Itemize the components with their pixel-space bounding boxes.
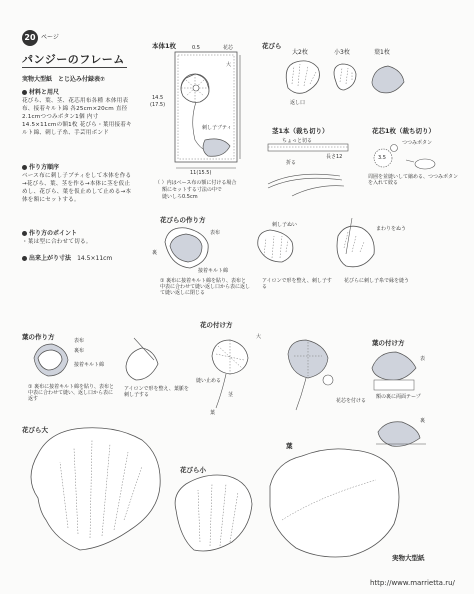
main-note-1: （ ）内はベース布の額に付ける場合 <box>155 180 237 186</box>
petal-method-step3: 花びらに刺し子糸で縁を縫う <box>344 278 410 284</box>
full-size-leaf-label: 葉 <box>286 442 293 450</box>
flower-attach-label-5: 花芯を付ける <box>336 398 367 404</box>
flower-attach-label-2: 茎 <box>228 392 234 398</box>
leaf-method-label-1: 表布 <box>74 338 85 344</box>
finished-heading: 出来上がり寸法 14.5×11cm <box>22 253 112 262</box>
page-suffix: ページ <box>41 34 59 41</box>
leaf-attach-heading: 葉の付け方 <box>372 339 405 347</box>
dim-height2: (17.5) <box>150 102 166 108</box>
petal-small-icon <box>334 64 356 90</box>
petal-small-label: 小3枚 <box>334 49 350 56</box>
main-flower-icon <box>181 74 209 102</box>
center-dim: 3.5 <box>378 155 386 161</box>
leaf-method-step: ① 裏布に接着キルト綿を貼り、表布と中表に合わせて縫い、返し口から表に返す <box>28 384 115 402</box>
materials-body: 花びら、葉、茎、花芯用布各種 本体用表布、接着キルト綿 各25cm×20cm 直径2.1cmつつみボタン1個 内寸14.5×11cmの額1枚 花びら・葉用接着キルト綿、刺し子糸、手芸用ボンド <box>22 98 132 136</box>
stem-cut: ちょっと切る <box>282 138 313 144</box>
petal-method-step1: ① 裏布に接着キルト綿を貼り、表布と中表に合わせて縫い返し口から表に返して縫い返しに閉じる <box>160 278 251 296</box>
petal-method-diagrams <box>165 218 374 268</box>
petal-method-heading: 花びらの作り方 <box>160 216 206 224</box>
stem-dim: 長さ12 <box>326 154 343 160</box>
leaf-method-step2: アイロンで形を整え、葉脈を刺し子する <box>124 386 189 398</box>
dim-width: 11(15.5) <box>190 170 212 176</box>
leaf-attach-label-1: 表 <box>420 356 426 362</box>
stem-label: 茎1本（裁ち切り） <box>272 127 329 135</box>
center-button: つつみボタン <box>402 140 433 146</box>
flower-attach-label-1: 大 <box>256 334 262 340</box>
materials-heading: 材料と用尺 <box>22 87 59 96</box>
flower-attach-label-4: 縫い止める <box>196 378 222 384</box>
leaf-attach-label-2: 裏 <box>420 418 426 424</box>
watermark: http://www.marrietta.ru/ <box>370 579 455 587</box>
flower-attach-diagrams <box>212 340 333 410</box>
center-label: 花芯1枚（裁ち切り） <box>372 127 436 135</box>
stem-diagram <box>268 144 348 196</box>
leaf-attach-label-3: 額の裏に両面テープ <box>376 394 421 400</box>
full-size-petal-small-icon <box>175 475 252 551</box>
lbl-stitch: 刺し子ブティ <box>202 125 232 131</box>
main-body-label: 本体1枚 <box>152 42 177 50</box>
main-note-2: 額にセットする寸法の中で <box>162 187 222 193</box>
leaf-sample-label: 葉1枚 <box>374 49 390 56</box>
full-size-caption: 実物大型紙 <box>392 554 425 562</box>
petal-large-icon <box>286 61 319 93</box>
page-title: パンジーのフレーム <box>22 53 125 66</box>
petal-method-label-4: 刺し子ぬい <box>272 222 298 228</box>
petals-label: 花びら <box>262 42 282 50</box>
lbl-pistil: 花芯 <box>223 45 234 51</box>
flower-attach-label-3: 葉 <box>210 410 216 416</box>
procedure-heading: 作り方順序 <box>22 162 59 171</box>
page-number-badge: 20 <box>22 30 38 46</box>
center-note: 周囲を並縫いして縮める、つつみボタンを入れて絞る <box>368 174 459 186</box>
flower-attach-heading: 花の付け方 <box>200 321 233 329</box>
full-size-petal-large-icon <box>31 428 160 550</box>
petal-method-label-3: 裏 <box>152 250 158 256</box>
leaf-method-label-3: 接着キルト綿 <box>74 362 104 368</box>
leaf-method-diagrams <box>34 338 158 380</box>
petal-method-label-5: まわりをぬう <box>376 226 407 232</box>
full-size-leaf-icon <box>270 449 399 557</box>
main-body-diagram <box>175 52 240 168</box>
procedure-body: ベース布に刺し子ブティをして本体を作る→花びら、葉、茎を作る→本体に茎を仮止めし、花びら、葉を仮止めして止める→本体を額にセットする。 <box>22 173 132 203</box>
petal-method-label-1: 表布 <box>210 230 221 236</box>
points-heading: 作り方のポイント <box>22 228 77 237</box>
petal-method-label-2: 接着キルト綿 <box>198 268 228 274</box>
dim-height: 14.5 <box>152 95 164 101</box>
return-mark: 返し口 <box>290 100 306 106</box>
lbl-large: 大 <box>226 62 232 68</box>
stem-fold: 折る <box>286 160 297 166</box>
pattern-reference: 実物大型紙 とじ込み付録表⑦ <box>22 76 106 83</box>
petal-method-step2: アイロンで形を整え、刺し子する <box>262 278 332 290</box>
petal-large-label: 大2枚 <box>292 49 308 56</box>
points-body: ・葉は型に合わせて切る。 <box>22 239 92 245</box>
dim-top: 0.5 <box>192 45 200 51</box>
leaf-method-label-2: 裏布 <box>74 348 85 354</box>
leaf-method-heading: 葉の作り方 <box>22 333 55 341</box>
full-size-petal-large-label: 花びら大 <box>22 426 48 434</box>
full-size-petal-small-label: 花びら小 <box>180 466 206 474</box>
leaf-sample-icon <box>372 66 404 93</box>
main-note-3: 縫いしろ0.5cm <box>162 194 198 200</box>
